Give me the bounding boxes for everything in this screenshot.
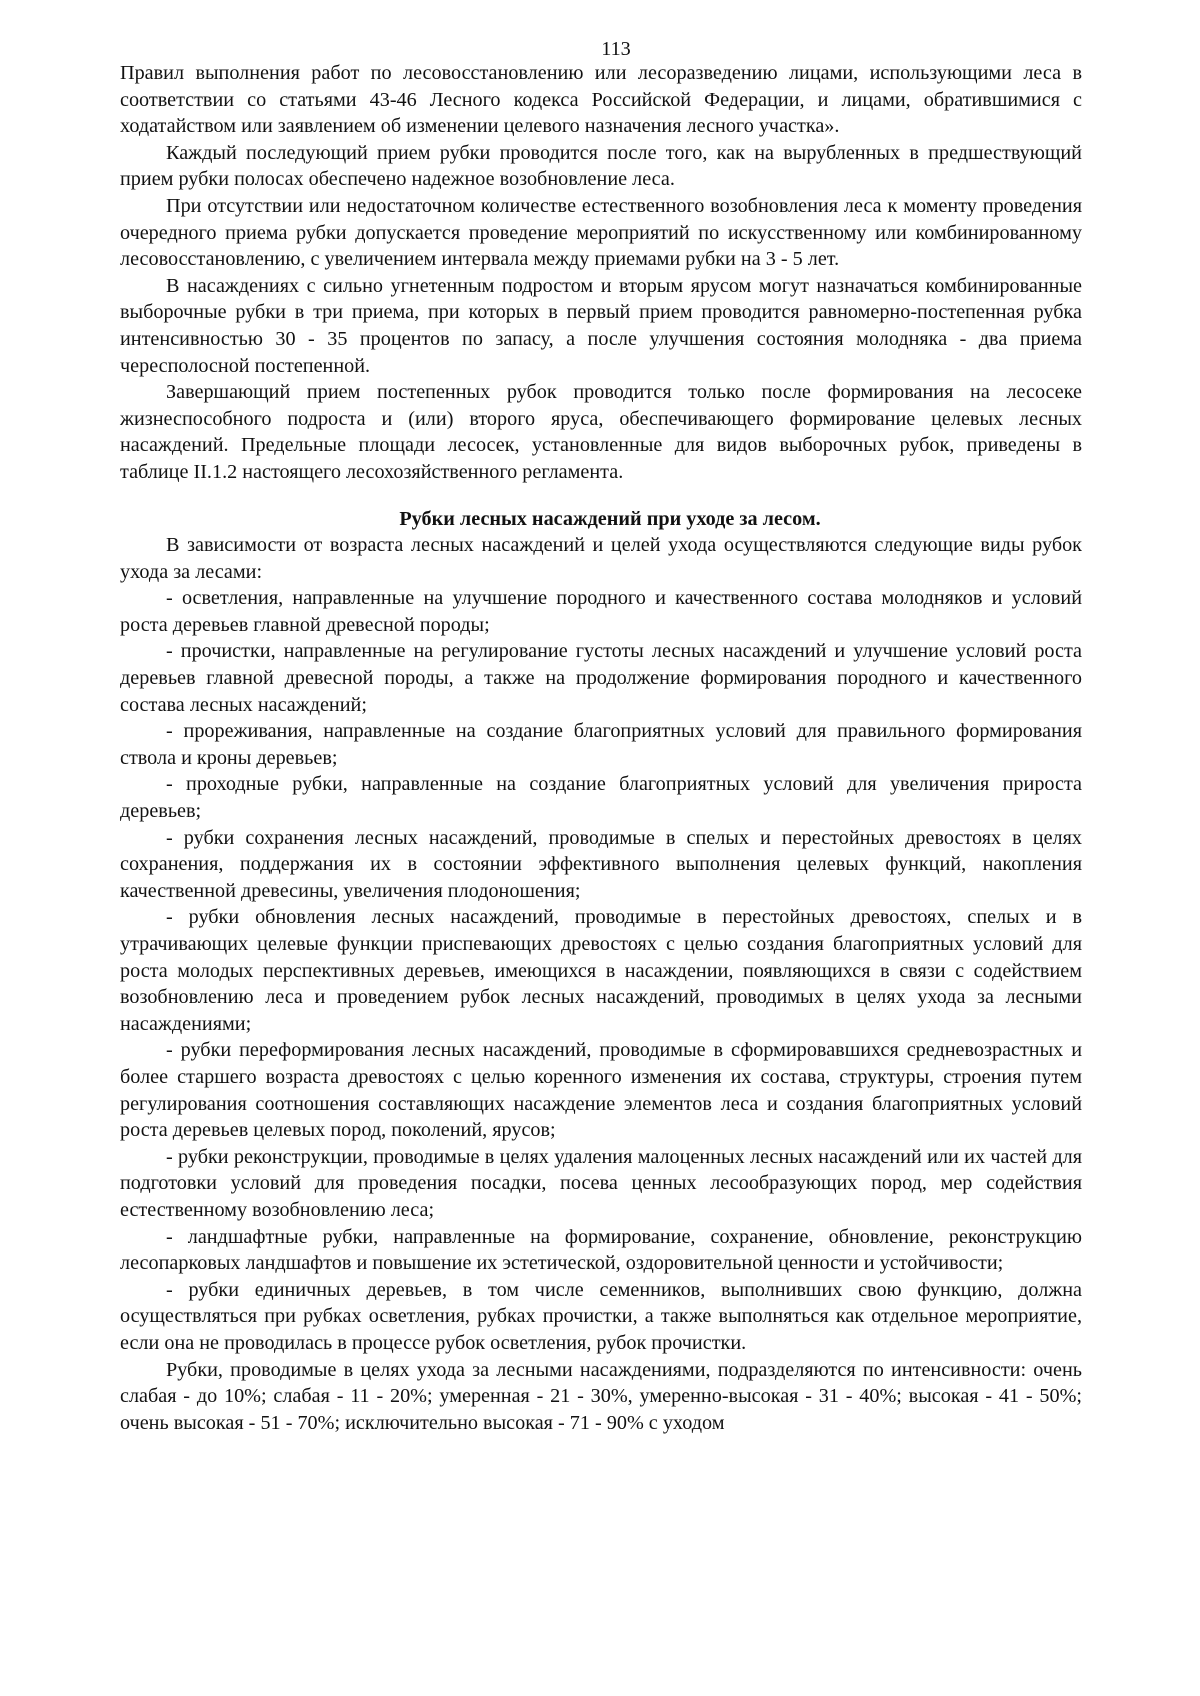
- page-number: 113: [601, 38, 631, 60]
- list-item: - рубки переформирования лесных насаждений, проводимые в сформировавшихся средневозрастных и более старшего возраста древостоях с целью коренного изменения их состава, структуры, строения путем регулирования соотношения составляющих насаждение элементов леса и создания благоприятных условий роста деревьев целевых пород, поколений, ярусов;: [120, 1039, 1082, 1142]
- list-item: - ландшафтные рубки, направленные на формирование, сохранение, обновление, реконструкцию лесопарковых ландшафтов и повышение их эстетической, оздоровительной ценности и устойчивости;: [120, 1225, 1082, 1275]
- list-item: - рубки обновления лесных насаждений, проводимые в перестойных древостоях, спелых и в утрачивающих целевые функции приспевающих древостоях с целью создания благоприятных условий для роста молодых перспективных деревьев, имеющихся в насаждении, появляющихся в связи с содействием возобновлению леса и проведением рубок лесных насаждений, проводимых в целях ухода за лесными насаждениями;: [120, 906, 1082, 1035]
- list-item: - прореживания, направленные на создание благоприятных условий для правильного формирования ствола и кроны деревьев;: [120, 720, 1082, 769]
- intensity-paragraph: Рубки, проводимые в целях ухода за лесными насаждениями, подразделяются по интенсивности: очень слабая - до 10%; слабая - 11 - 20%; умеренная - 21 - 30%, умеренно-высокая - 31 - 40%; высокая - 41 - 50%; очень высокая - 51 - 70%; исключительно высокая - 71 - 90% с уходом: [120, 1358, 1082, 1434]
- list-item: - осветления, направленные на улучшение породного и качественного состава молодняков и условий роста деревьев главной древесной породы;: [120, 587, 1082, 636]
- list-item: - рубки сохранения лесных насаждений, проводимые в спелых и перестойных древостоях в целях сохранения, поддержания их в состоянии эффективного выполнения целевых функций, накопления качественной древесины, увеличения плодоношения;: [120, 826, 1082, 902]
- paragraph: В насаждениях с сильно угнетенным подростом и вторым ярусом могут назначаться комбинированные выборочные рубки в три приема, при которых в первый прием проводится равномерно-постепенная рубка интенсивностью 30 - 35 процентов по запасу, а после улучшения состояния молодняка - два приема чересполосной постепенной.: [120, 274, 1082, 377]
- section-heading: Рубки лесных насаждений при уходе за лесом.: [399, 507, 821, 530]
- paragraph-continuation: Правил выполнения работ по лесовосстановлению или лесоразведению лицами, использующими леса в соответствии со статьями 43-46 Лесного кодекса Российской Федерации, и лицами, обратившимися с ходатайством или заявлением об изменении целевого назначения лесного участка».: [120, 62, 1082, 138]
- list-item: - рубки единичных деревьев, в том числе семенников, выполнивших свою функцию, должна осуществляться при рубках осветления, рубках прочистки, а также выполняться как отдельное мероприятие, если она не проводилась в процессе рубок осветления, рубок прочистки.: [120, 1278, 1082, 1354]
- document-page: [120, 38, 1082, 1436]
- paragraph: При отсутствии или недостаточном количестве естественного возобновления леса к моменту проведения очередного приема рубки допускается проведение мероприятий по искусственному или комбинированному лесовосстановлению, с увеличением интервала между приемами рубки на 3 - 5 лет.: [120, 194, 1082, 271]
- list-item: - прочистки, направленные на регулирование густоты лесных насаждений и улучшение условий роста деревьев главной древесной породы, а также на продолжение формирования породного и качественного состава лесных насаждений;: [120, 640, 1082, 716]
- section-intro-paragraph: В зависимости от возраста лесных насаждений и целей ухода осуществляются следующие виды рубок ухода за лесами:: [120, 534, 1082, 583]
- paragraph: Завершающий прием постепенных рубок проводится только после формирования на лесосеке жизнеспособного подроста и (или) второго яруса, обеспечивающего формирование целевых лесных насаждений. Предельные площади лесосек, установленные для видов выборочных рубок, приведены в таблице II.1.2 настоящего лесохозяйственного регламента.: [120, 381, 1082, 483]
- paragraph: Каждый последующий прием рубки проводится после того, как на вырубленных в предшествующий прием рубки полосах обеспечено надежное возобновление леса.: [120, 141, 1082, 191]
- list-item: - проходные рубки, направленные на создание благоприятных условий для увеличения прироста деревьев;: [120, 773, 1082, 823]
- list-item: - рубки реконструкции, проводимые в целях удаления малоценных лесных насаждений или их частей для подготовки условий для проведения посадки, посева ценных лесообразующих пород, мер содействия естественному возобновлению леса;: [120, 1145, 1082, 1221]
